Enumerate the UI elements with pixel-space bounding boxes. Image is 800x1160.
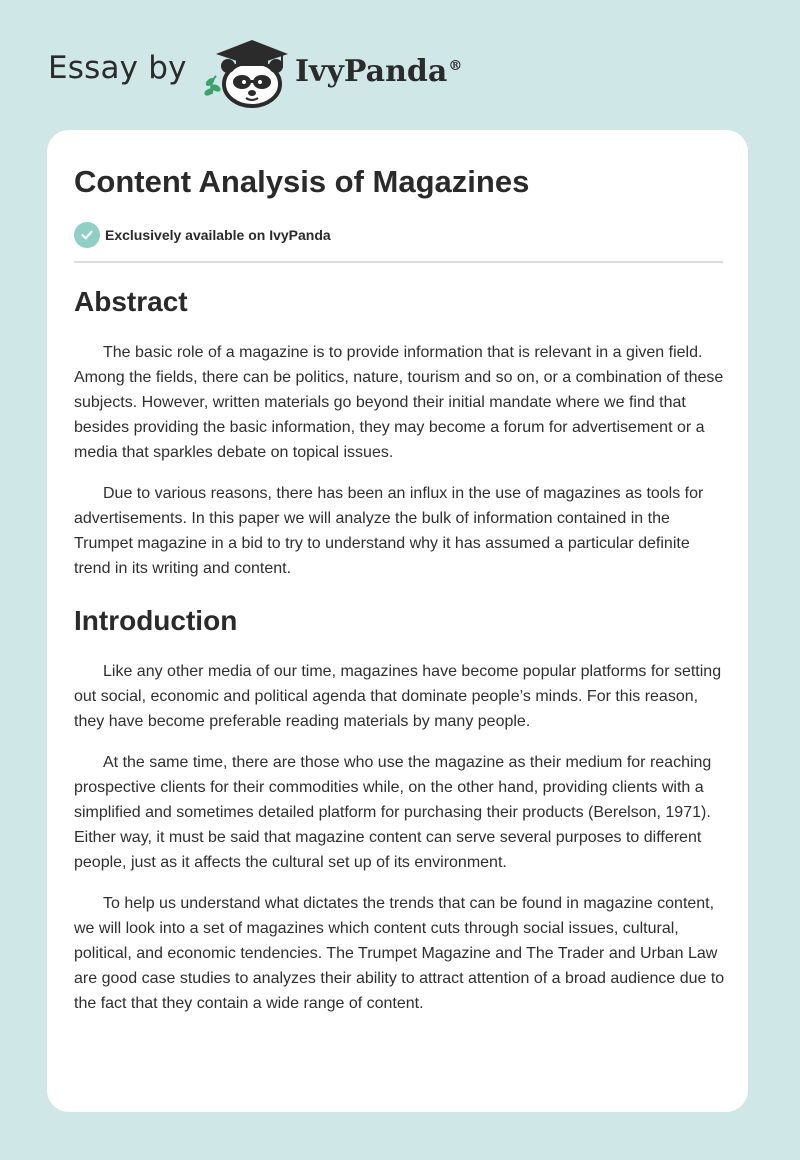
paragraph: Like any other media of our time, magazines have become popular platforms for setting out social, economic and political agenda that dominate people’s minds. For this reason, they have become preferable reading materials by many people. <box>74 663 722 730</box>
brand-name: IvyPanda <box>295 54 448 89</box>
section-heading: Introduction <box>74 605 238 636</box>
section-heading: Abstract <box>74 286 188 317</box>
site-header <box>0 0 800 130</box>
section-introduction <box>74 599 725 1016</box>
essay-card <box>47 130 748 1112</box>
check-circle-icon <box>74 222 100 248</box>
essay-by-label: Essay by <box>48 50 187 86</box>
paragraph: The basic role of a magazine is to provide information that is relevant in a given field. Among the fields, there can be politics, nature, tourism and so on, or a combination of these subjects. However, written materials go beyond their initial mandate where we find that besides providing the basic information, they may become a forum for advertisement or a media that sparkles debate on topical issues. <box>74 344 724 461</box>
title-divider <box>74 261 723 263</box>
panda-graduate-logo-icon[interactable] <box>200 36 292 108</box>
paragraph: Due to various reasons, there has been an influx in the use of magazines as tools for advertisements. In this paper we will analyze the bulk of information contained in the Trumpet magazine in a bid to try to understand why it has assumed a particular definite trend in its writing and content. <box>74 485 704 577</box>
paragraph: At the same time, there are those who use the magazine as their medium for reaching prospective clients for their commodities while, on the other hand, providing clients with a simplified and sometimes detailed platform for purchasing their products (Berelson, 1971). Either way, it must be said that magazine content can serve several purposes to different people, just as it affects the cultural set up of its environment. <box>74 754 712 871</box>
paragraph: To help us understand what dictates the trends that can be found in magazine content, we will look into a set of magazines which content cuts through social issues, cultural, political, and economic tendencies. The Trumpet Magazine and The Trader and Urban Law are good case studies to analyzes their ability to attract attention of a broad audience due to the fact that they contain a wide range of content. <box>74 895 725 1012</box>
exclusive-badge-label: Exclusively available on IvyPanda <box>105 227 331 243</box>
exclusive-badge <box>74 222 331 248</box>
page-title: Content Analysis of Magazines <box>74 164 530 199</box>
section-abstract <box>74 280 725 581</box>
registered-mark: ® <box>448 58 463 74</box>
essay-body <box>74 280 725 1016</box>
brand-logo-text[interactable] <box>295 54 462 89</box>
